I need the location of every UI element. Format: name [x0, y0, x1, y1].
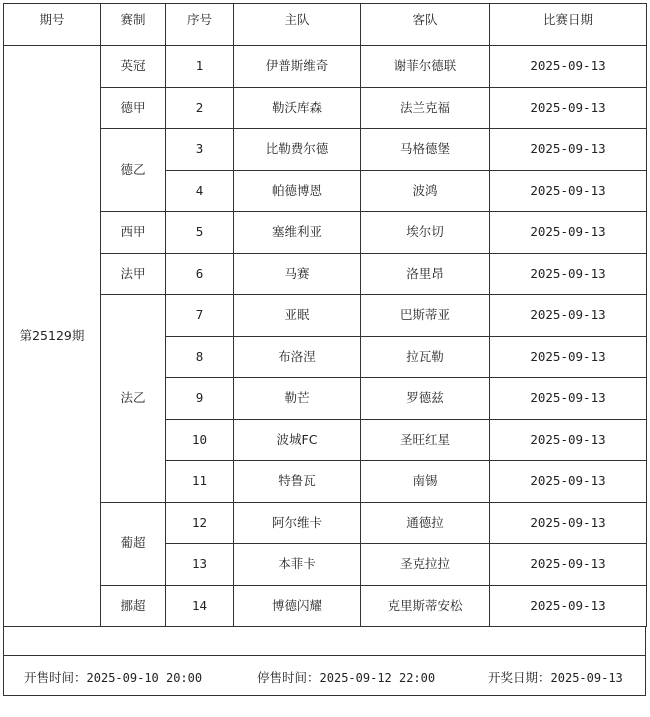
home-team: 伊普斯维奇 — [234, 46, 361, 88]
home-team: 亚眠 — [234, 295, 361, 337]
match-date: 2025-09-13 — [490, 46, 647, 88]
table-row — [4, 585, 647, 627]
league-cell: 英冠 — [101, 46, 166, 88]
table-row — [4, 87, 647, 129]
table-row — [4, 253, 647, 295]
match-number: 8 — [166, 336, 234, 378]
league-cell: 西甲 — [101, 212, 166, 254]
match-date: 2025-09-13 — [490, 129, 647, 171]
lottery-schedule-sheet — [3, 3, 647, 696]
table-row — [4, 502, 647, 544]
away-team: 拉瓦勒 — [361, 336, 490, 378]
draw-date-group — [488, 668, 623, 686]
away-team: 洛里昂 — [361, 253, 490, 295]
away-team: 克里斯蒂安松 — [361, 585, 490, 627]
away-team: 波鸿 — [361, 170, 490, 212]
blank-spacer-row — [3, 627, 646, 656]
match-date: 2025-09-13 — [490, 378, 647, 420]
issue-cell: 第25129期 — [4, 46, 101, 627]
header-row — [4, 4, 647, 46]
match-number: 4 — [166, 170, 234, 212]
league-cell: 挪超 — [101, 585, 166, 627]
match-number: 6 — [166, 253, 234, 295]
match-date: 2025-09-13 — [490, 585, 647, 627]
away-team: 谢菲尔德联 — [361, 46, 490, 88]
home-team: 比勒费尔德 — [234, 129, 361, 171]
match-number: 2 — [166, 87, 234, 129]
match-number: 10 — [166, 419, 234, 461]
match-date: 2025-09-13 — [490, 544, 647, 586]
home-team: 阿尔维卡 — [234, 502, 361, 544]
sale-start-value: 2025-09-10 20:00 — [86, 671, 203, 685]
sale-start-label: 开售时间： — [24, 670, 87, 685]
match-number: 1 — [166, 46, 234, 88]
home-team: 博德闪耀 — [234, 585, 361, 627]
league-cell: 法乙 — [101, 295, 166, 503]
home-team: 勒沃库森 — [234, 87, 361, 129]
header-away-team: 客队 — [361, 4, 490, 46]
home-team: 帕德博恩 — [234, 170, 361, 212]
away-team: 圣克拉拉 — [361, 544, 490, 586]
match-date: 2025-09-13 — [490, 461, 647, 503]
league-cell: 法甲 — [101, 253, 166, 295]
match-number: 7 — [166, 295, 234, 337]
match-date: 2025-09-13 — [490, 87, 647, 129]
header-number: 序号 — [166, 4, 234, 46]
away-team: 通德拉 — [361, 502, 490, 544]
sale-stop-group — [257, 668, 435, 686]
away-team: 圣旺红星 — [361, 419, 490, 461]
match-date: 2025-09-13 — [490, 295, 647, 337]
match-number: 13 — [166, 544, 234, 586]
league-cell: 德乙 — [101, 129, 166, 212]
home-team: 波城FC — [234, 419, 361, 461]
table-row — [4, 295, 647, 337]
home-team: 塞维利亚 — [234, 212, 361, 254]
header-league: 赛制 — [101, 4, 166, 46]
match-number: 9 — [166, 378, 234, 420]
table-row — [4, 129, 647, 171]
match-date: 2025-09-13 — [490, 336, 647, 378]
home-team: 布洛涅 — [234, 336, 361, 378]
table-row — [4, 46, 647, 88]
match-number: 11 — [166, 461, 234, 503]
draw-date-label: 开奖日期： — [488, 670, 551, 685]
sale-info-footer — [3, 656, 646, 696]
away-team: 马格德堡 — [361, 129, 490, 171]
league-cell: 德甲 — [101, 87, 166, 129]
league-cell: 葡超 — [101, 502, 166, 585]
sale-stop-value: 2025-09-12 22:00 — [319, 671, 436, 685]
away-team: 南锡 — [361, 461, 490, 503]
header-home-team: 主队 — [234, 4, 361, 46]
home-team: 本菲卡 — [234, 544, 361, 586]
home-team: 特鲁瓦 — [234, 461, 361, 503]
match-number: 12 — [166, 502, 234, 544]
sale-stop-label: 停售时间： — [257, 670, 320, 685]
match-date: 2025-09-13 — [490, 502, 647, 544]
match-number: 3 — [166, 129, 234, 171]
match-number: 5 — [166, 212, 234, 254]
away-team: 法兰克福 — [361, 87, 490, 129]
away-team: 埃尔切 — [361, 212, 490, 254]
match-date: 2025-09-13 — [490, 170, 647, 212]
away-team: 巴斯蒂亚 — [361, 295, 490, 337]
home-team: 勒芒 — [234, 378, 361, 420]
draw-date-value: 2025-09-13 — [550, 671, 623, 685]
match-date: 2025-09-13 — [490, 419, 647, 461]
header-match-date: 比赛日期 — [490, 4, 647, 46]
sale-start-group — [24, 668, 202, 686]
home-team: 马赛 — [234, 253, 361, 295]
match-date: 2025-09-13 — [490, 253, 647, 295]
fixtures-table — [3, 3, 647, 627]
header-issue: 期号 — [4, 4, 101, 46]
match-date: 2025-09-13 — [490, 212, 647, 254]
away-team: 罗德兹 — [361, 378, 490, 420]
table-row — [4, 212, 647, 254]
match-number: 14 — [166, 585, 234, 627]
